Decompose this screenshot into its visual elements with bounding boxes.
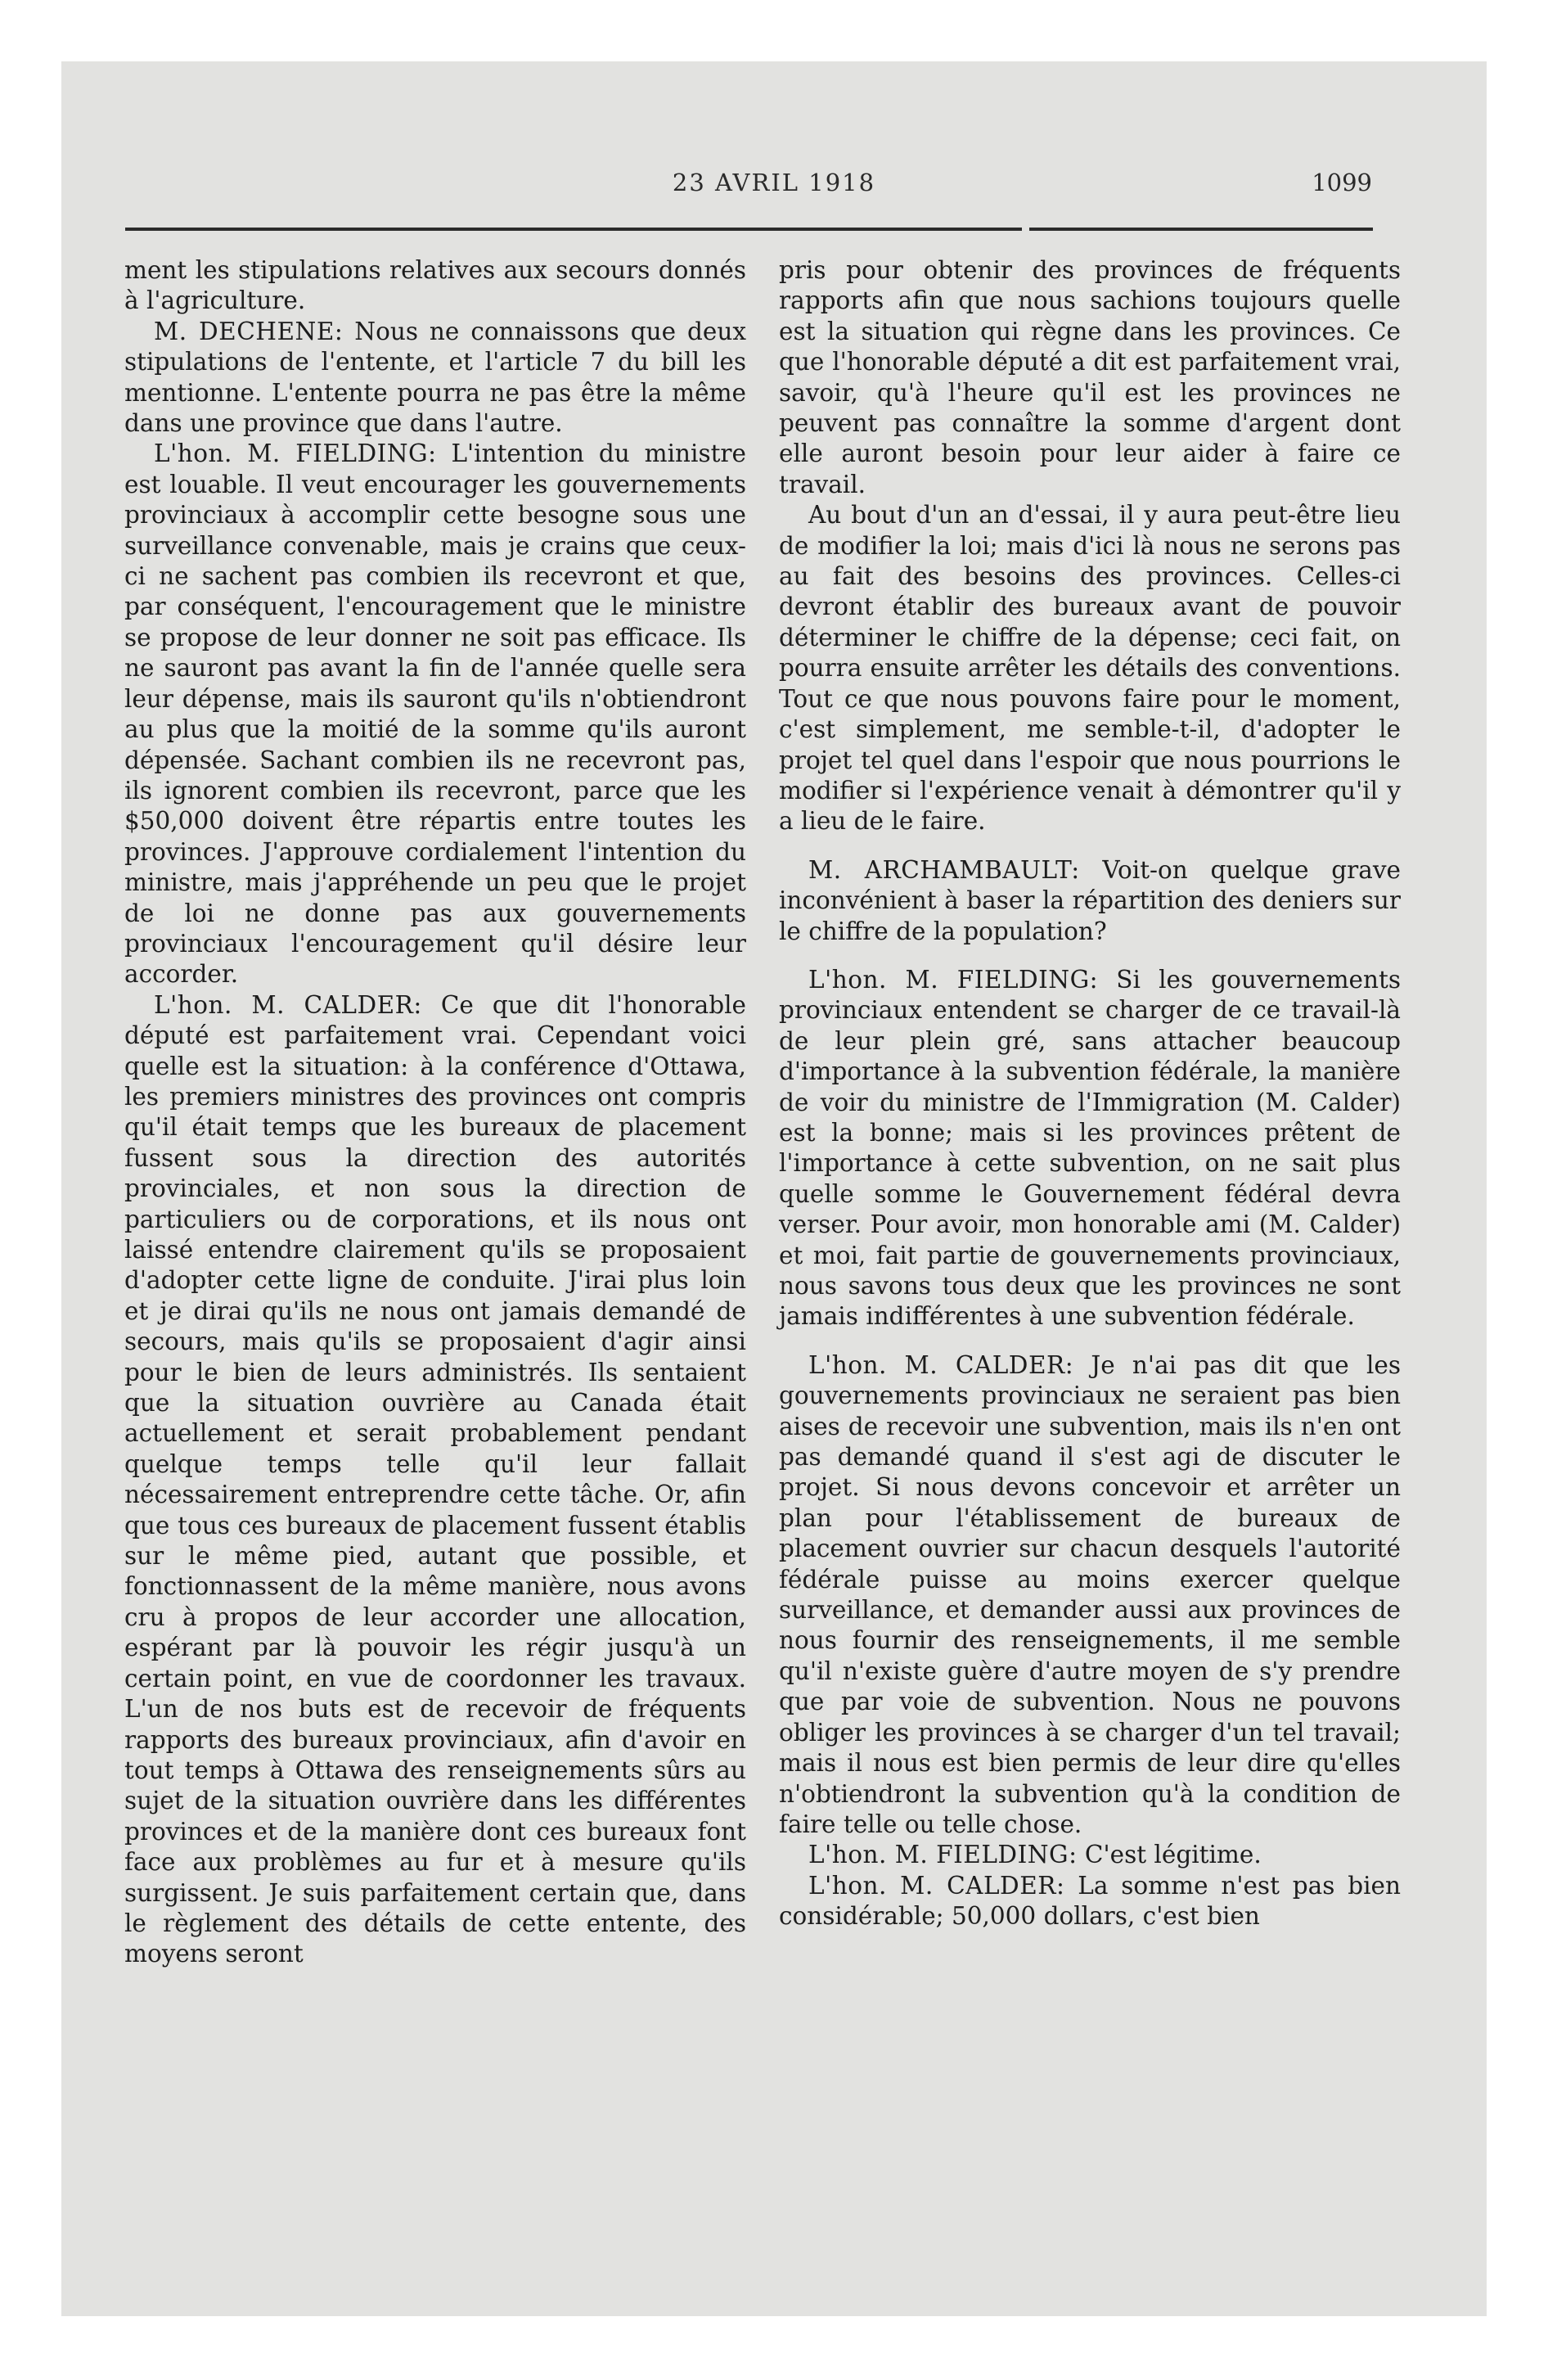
- speaker-name: L'hon. M. FIELDING:: [154, 439, 437, 468]
- left-column: [124, 255, 746, 1970]
- speaker-name: L'hon. M. FIELDING:: [808, 1841, 1078, 1869]
- page-number: 1099: [1312, 169, 1372, 196]
- speaker-name: L'hon. M. CALDER:: [154, 990, 422, 1019]
- header-rule-left: [125, 228, 1022, 231]
- speaker-name: M. ARCHAMBAULT:: [808, 855, 1080, 884]
- paragraph: L'hon. M. FIELDING: Si les gouvernements provinciaux entendent se charger de ce travail-là de leur plein gré, sans attacher beaucoup d'importance à la subvention fédérale, la manière de voir du ministre de l'Immigration (M. Calder) est la bonne; mais si les provinces prêtent de l'importance à cette subvention, on ne sait plus quelle somme le Gouvernement fédéral devra verser. Pour avoir, mon honorable ami (M. Calder) et moi, fait partie de gouvernements provinciaux, nous savons tous deux que les provinces ne sont jamais indifférentes à une subvention fédérale.: [779, 965, 1402, 1331]
- paragraph: L'hon. M. CALDER: Je n'ai pas dit que les gouvernements provinciaux ne seraient pas bien aises de recevoir une subvention, mais ils n'en ont pas demandé quand il s'est agi de discuter le projet. Si nous devons concevoir et arrêter un plan pour l'établissement de bureaux de placement ouvrier sur chacun desquels l'autorité fédérale puisse au moins exercer quelque surveillance, et demander aussi aux provinces de nous fournir des renseignements, il me semble qu'il n'existe guère d'autre moyen de s'y prendre que par voie de subvention. Nous ne pouvons obliger les provinces à se charger d'un tel travail; mais il nous est bien permis de leur dire qu'elles n'obtiendront la subvention qu'à la condition de faire telle ou telle chose.: [779, 1350, 1401, 1838]
- paragraph: M. ARCHAMBAULT: Voit-on quelque grave inconvénient à baser la répartition des deniers sur le chiffre de la population?: [779, 855, 1401, 945]
- paragraph: L'hon. M. FIELDING: L'intention du ministre est louable. Il veut encourager les gouvernements provinciaux à accomplir cette besogne sous une surveillance convenable, mais je crains que ceux-ci ne sachent pas combien ils recevront et que, par conséquent, l'encouragement que le ministre se propose de leur donner ne soit pas efficace. Ils ne sauront pas avant la fin de l'année quelle sera leur dépense, mais ils sauront qu'ils n'obtiendront au plus que la moitié de la somme qu'ils auront dépensée. Sachant combien ils ne recevront pas, ils ignorent combien ils recevront, parce que les $50,000 doivent être répartis entre toutes les provinces. J'approuve cordialement l'intention du ministre, mais j'appréhende un peu que le projet de loi ne donne pas aux gouvernements provinciaux l'encouragement qu'il désire leur accorder.: [124, 439, 746, 989]
- header-rule-right: [1029, 228, 1373, 231]
- page-header: [61, 106, 1487, 196]
- speaker-name: L'hon. M. CALDER:: [808, 1871, 1065, 1900]
- paragraph: pris pour obtenir des provinces de fréquents rapports afin que nous sachions toujours quelle est la situation qui règne dans les provinces. Ce que l'honorable député a dit est parfaitement vrai, savoir, qu'à l'heure qu'il est les provinces ne peuvent pas connaître la somme d'argent dont elle auront besoin pour leur aider à faire ce travail.: [779, 256, 1401, 498]
- paragraph: L'hon. M. FIELDING: C'est légitime.: [808, 1841, 1262, 1869]
- paragraph: M. DECHENE: Nous ne connaissons que deux stipulations de l'entente, et l'article 7 du bill les mentionne. L'entente pourra ne pas être la même dans une province que dans l'autre.: [124, 317, 746, 438]
- paragraph: L'hon. M. CALDER: Ce que dit l'honorable député est parfaitement vrai. Cependant voici quelle est la situation: à la conférence d'Ottawa, les premiers ministres des provinces ont compris qu'il était temps que les bureaux de placement fussent sous la direction des autorités provinciales, et non sous la direction de particuliers ou de corporations, et ils nous ont laissé entendre clairement qu'ils se proposaient d'adopter cette ligne de conduite. J'irai plus loin et je dirai qu'ils ne nous ont jamais demandé de secours, mais qu'ils se proposaient d'agir ainsi pour le bien de leurs administrés. Ils sentaient que la situation ouvrière au Canada était actuellement et serait probablement pendant quelque temps telle qu'il leur fallait nécessairement entreprendre cette tâche. Or, afin que tous ces bureaux de placement fussent établis sur le même pied, autant que possible, et fonctionnassent de la même manière, nous avons cru à propos de leur accorder une allocation, espérant par là pouvoir les régir jusqu'à un certain point, en vue de coordonner les travaux. L'un de nos buts est de recevoir de fréquents rapports des bureaux provinciaux, afin d'avoir en tout temps à Ottawa des renseignements sûrs au sujet de la situation ouvrière dans les différentes provinces et de la manière dont ces bureaux font face aux problèmes au fur et à mesure qu'ils surgissent. Je suis parfaitement certain que, dans le règlement des détails de cette entente, des moyens seront: [124, 990, 746, 1968]
- speaker-name: L'hon. M. FIELDING:: [808, 965, 1099, 994]
- paragraph: Au bout d'un an d'essai, il y aura peut-être lieu de modifier la loi; mais d'ici là nous ne serons pas au fait des besoins des provinces. Celles-ci devront établir des bureaux avant de pouvoir déterminer le chiffre de la dépense; ceci fait, on pourra ensuite arrêter les détails des conventions. Tout ce que nous pouvons faire pour le moment, c'est simplement, me semble-t-il, d'adopter le projet tel quel dans l'espoir que nous pourrions le modifier si l'expérience venait à démontrer qu'il y a lieu de le faire.: [779, 501, 1401, 836]
- paragraph: L'hon. M. CALDER: La somme n'est pas bien considérable; 50,000 dollars, c'est bien: [779, 1871, 1401, 1931]
- speaker-name: L'hon. M. CALDER:: [808, 1350, 1074, 1379]
- speaker-name: M. DECHENE:: [154, 317, 344, 345]
- paragraph: ment les stipulations relatives aux secours donnés à l'agriculture.: [124, 256, 746, 315]
- page-date: 23 AVRIL 1918: [672, 169, 876, 196]
- right-column: [779, 255, 1401, 1932]
